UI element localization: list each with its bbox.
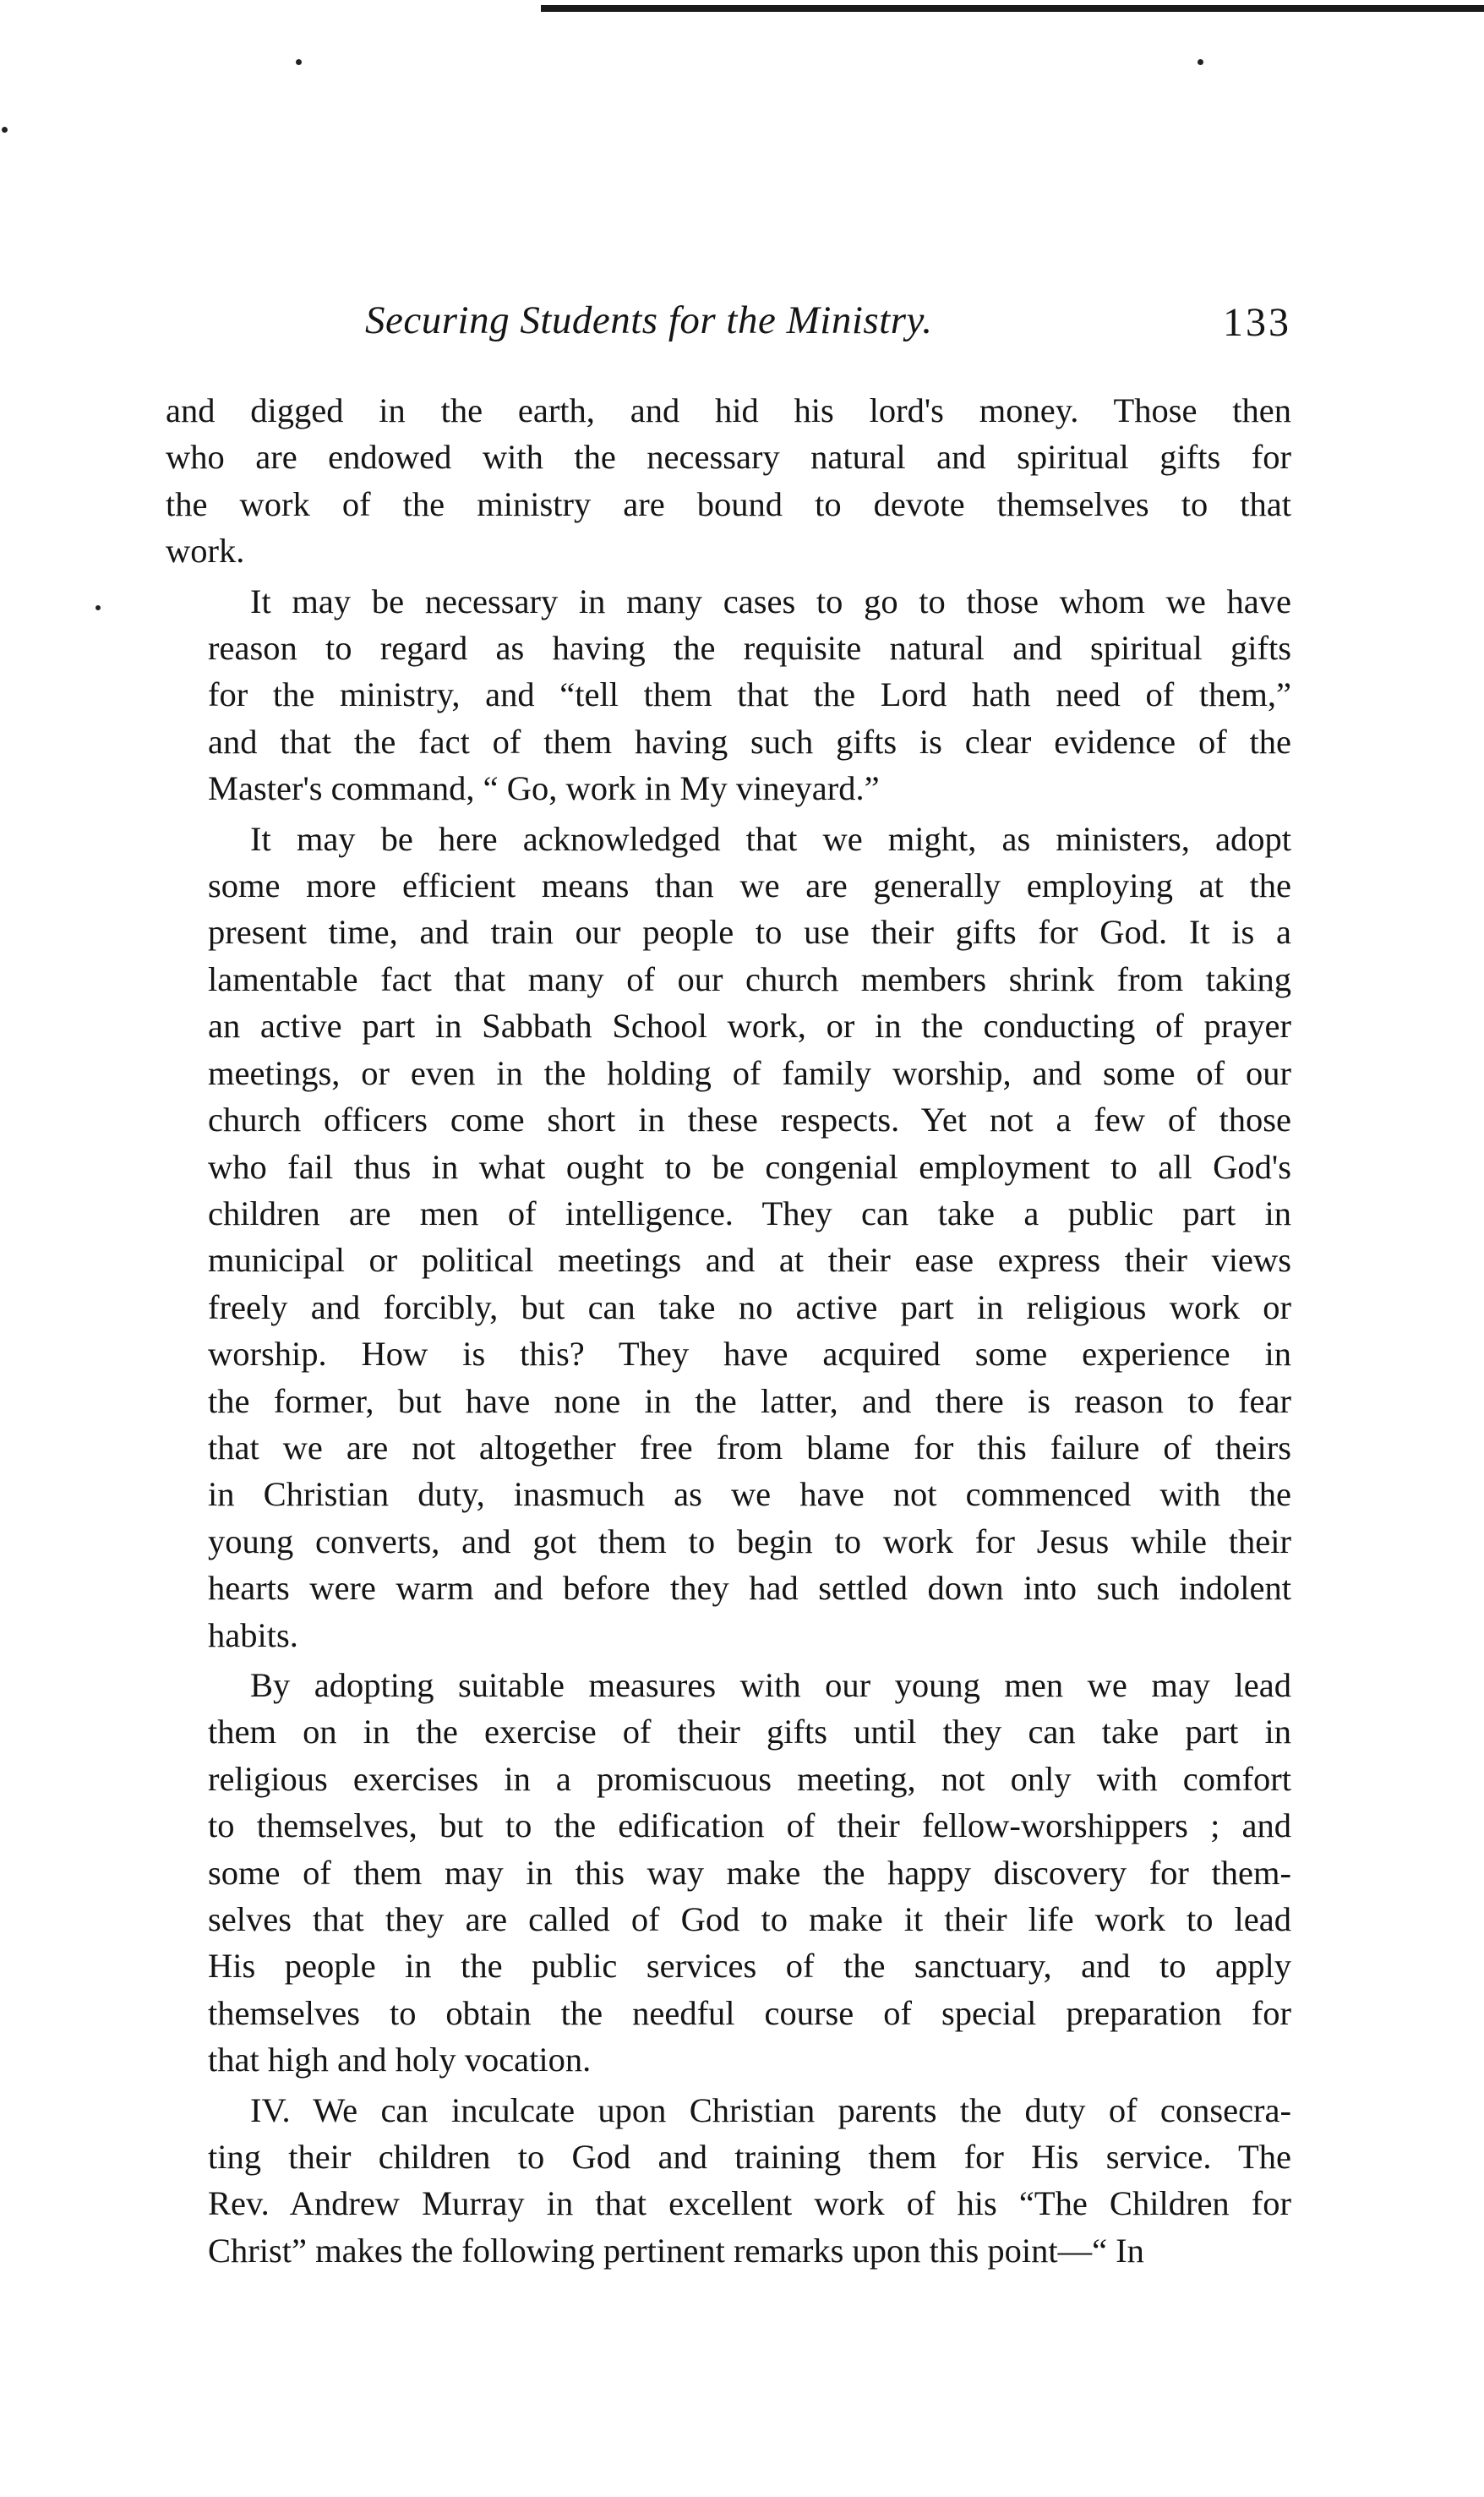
text-line: and digged in the earth, and hid his lord's money. Those then (166, 391, 1291, 429)
text-line: some more efficient means than we are generally employing at the (208, 866, 1291, 905)
scan-speck (2, 127, 8, 133)
text-line: church officers come short in these respects. Yet not a few of those (208, 1101, 1291, 1139)
text-line: freely and forcibly, but can take no active part in religious work or (208, 1287, 1291, 1326)
paragraph (166, 2087, 1291, 2275)
text-line: who are endowed with the necessary natural and spiritual gifts for (166, 438, 1291, 477)
text-line: municipal or political meetings and at their ease express their views (208, 1241, 1291, 1280)
text-line: the former, but have none in the latter, and there is reason to fear (208, 1381, 1291, 1420)
text-line: meetings, or even in the holding of family worship, and some of our (208, 1053, 1291, 1092)
body-text (166, 387, 1291, 2277)
text-line: them on in the exercise of their gifts until they can take part in (208, 1713, 1291, 1751)
text-line: young converts, and got them to begin to work for Jesus while their (208, 1522, 1291, 1560)
text-line: to themselves, but to the edification of their fellow-worshippers ; and (208, 1806, 1291, 1845)
text-line: some of them may in this way make the happy discovery for them- (208, 1853, 1291, 1892)
text-line: children are men of intelligence. They can take a public part in (208, 1194, 1291, 1232)
text-line: hearts were warm and before they had settled down into such indolent (208, 1569, 1291, 1608)
text-line: habits. (208, 1615, 298, 1654)
text-line: lamentable fact that many of our church members shrink from taking (208, 959, 1291, 998)
paragraph (166, 1662, 1291, 2084)
scan-speck (1198, 59, 1203, 65)
page-number: 133 (1223, 300, 1291, 345)
text-line: and that the fact of them having such gifts is clear evidence of the (208, 722, 1291, 761)
running-head (166, 298, 1291, 357)
text-line: that we are not altogether free from blame for this failure of theirs (208, 1428, 1291, 1467)
text-line: By adopting suitable measures with our young men we may lead (250, 1665, 1291, 1704)
paragraph (166, 578, 1291, 812)
text-line: It may be here acknowledged that we might, as ministers, adopt (250, 819, 1291, 858)
text-line: for the ministry, and “tell them that the Lord hath need of them,” (208, 675, 1291, 714)
text-line: work. (166, 532, 245, 571)
scan-speck (296, 59, 302, 65)
text-line: in Christian duty, inasmuch as we have not commenced with the (208, 1475, 1291, 1514)
text-line: selves that they are called of God to make it their life work to lead (208, 1900, 1291, 1938)
text-line: themselves to obtain the needful course of special preparation for (208, 1993, 1291, 2032)
text-line: reason to regard as having the requisite natural and spiritual gifts (208, 629, 1291, 668)
top-border-rule (541, 5, 1484, 12)
text-line: IV. We can inculcate upon Christian parents the duty of consecra- (250, 2090, 1291, 2129)
running-title: Securing Students for the Ministry. (365, 298, 933, 342)
text-line: His people in the public services of the sanctuary, and to apply (208, 1947, 1291, 1986)
text-line: worship. How is this? They have acquired some experience in (208, 1335, 1291, 1374)
paragraph (166, 816, 1291, 1658)
text-line: the work of the ministry are bound to devote themselves to that (166, 484, 1291, 523)
scan-speck (95, 605, 101, 610)
text-line: that high and holy vocation. (208, 2041, 592, 2079)
text-line: ting their children to God and training them for His service. The (208, 2138, 1291, 2177)
text-line: an active part in Sabbath School work, or in the conducting of prayer (208, 1007, 1291, 1046)
text-line: Christ” makes the following pertinent remarks upon this point—“ In (208, 2231, 1144, 2270)
text-line: It may be necessary in many cases to go to those whom we have (250, 582, 1291, 620)
text-line: present time, and train our people to use their gifts for God. It is a (208, 913, 1291, 952)
text-line: Master's command, “ Go, work in My vineyard.” (208, 769, 880, 808)
paragraph (166, 387, 1291, 575)
text-line: religious exercises in a promiscuous meeting, not only with comfort (208, 1759, 1291, 1798)
text-line: who fail thus in what ought to be congenial employment to all God's (208, 1147, 1291, 1186)
text-line: Rev. Andrew Murray in that excellent work of his “The Children for (208, 2184, 1291, 2223)
